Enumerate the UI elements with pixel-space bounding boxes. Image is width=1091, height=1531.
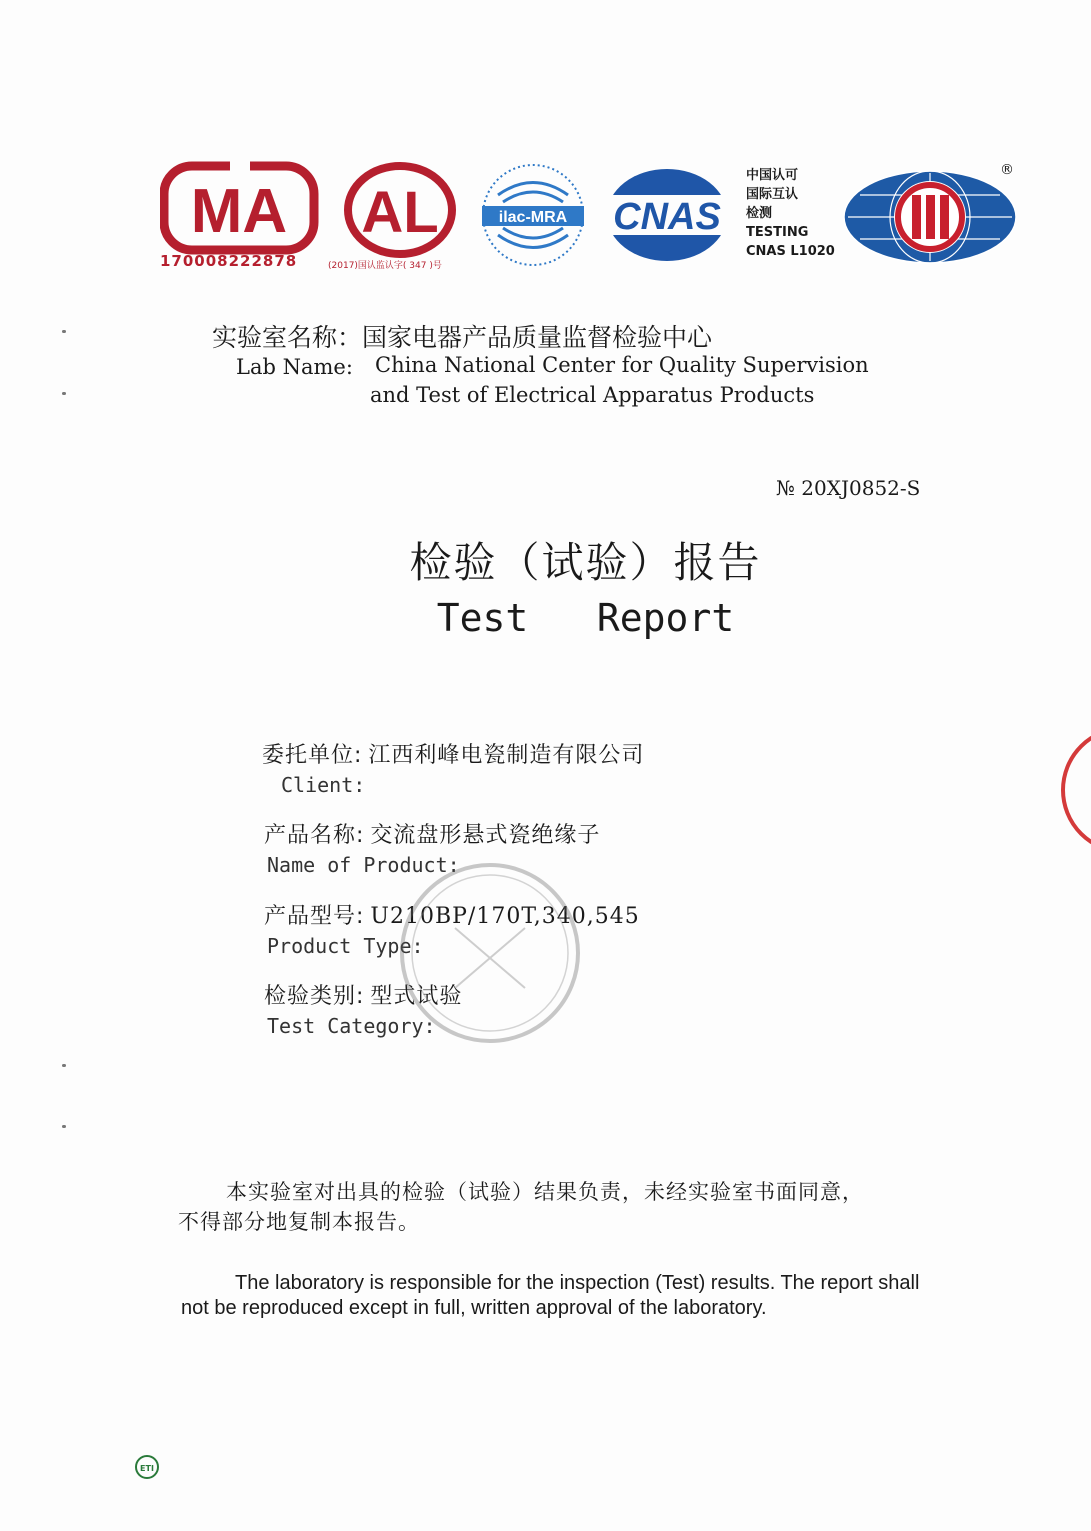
globe-certification-logo: [840, 165, 1030, 270]
lab-name-cn: 实验室名称：国家电器产品质量监督检验中心: [212, 323, 713, 352]
lab-name-en-line1: China National Center for Quality Supervision: [375, 353, 869, 377]
client-row: [262, 738, 644, 769]
scan-speck: [62, 1064, 66, 1067]
scan-speck: [62, 1125, 66, 1128]
cnas-line: CNAS L1020: [746, 244, 835, 259]
ilac-mra-logo: [478, 160, 588, 270]
category-label-cn: 检验类别:: [264, 984, 365, 1009]
product-label-cn: 产品名称:: [264, 823, 365, 848]
disclaimer-cn-line2: 不得部分地复制本报告。: [178, 1210, 420, 1234]
cnas-logo: [602, 165, 732, 265]
cal-registration-number: (2017)国认监认字( 347 )号: [328, 261, 442, 271]
type-value: U210BP/170T,340,545: [370, 904, 640, 929]
product-value: 交流盘形悬式瓷绝缘子: [370, 823, 601, 848]
product-label-en: Name of Product:: [267, 853, 460, 877]
cnas-line: TESTING: [746, 225, 809, 240]
cma-registration-number: 170008222878: [160, 252, 298, 270]
registered-mark: ®: [1000, 162, 1014, 178]
cma-logo-text: MA: [190, 177, 288, 246]
cal-logo: [340, 160, 460, 270]
scan-speck: [62, 330, 66, 333]
official-seal-stamp: [395, 858, 585, 1048]
lab-name-en-label: Lab Name:: [236, 355, 353, 379]
footer-eti-icon: [134, 1454, 160, 1480]
type-label-en: Product Type:: [267, 934, 424, 958]
category-value: 型式试验: [370, 984, 463, 1009]
cnas-line: 中国认可: [746, 168, 799, 183]
report-title-cn: 检验（试验）报告: [409, 538, 762, 587]
red-seal-fragment: [1055, 720, 1091, 860]
lab-name-en-line2: and Test of Electrical Apparatus Products: [370, 383, 815, 407]
disclaimer-en-line1: The laboratory is responsible for the inspection (Test) results. The report shall: [235, 1272, 920, 1294]
footer-mark-text: ETI: [140, 1464, 154, 1473]
scan-speck: [62, 392, 66, 395]
client-label-en: Client:: [281, 773, 366, 797]
cnas-line: 检测: [746, 206, 773, 221]
category-label-en: Test Category:: [267, 1014, 436, 1038]
cnas-line: 国际互认: [746, 187, 799, 202]
cnas-logo-text: CNAS: [613, 196, 721, 238]
type-label-cn: 产品型号:: [264, 904, 365, 929]
ilac-logo-text: ilac-MRA: [498, 209, 568, 226]
client-value: 江西利峰电瓷制造有限公司: [368, 743, 645, 768]
report-title-en: [0, 596, 1091, 640]
report-number: № 20XJ0852-S: [776, 476, 921, 500]
disclaimer-cn-line1: 本实验室对出具的检验（试验）结果负责，未经实验室书面同意，: [226, 1180, 864, 1204]
disclaimer-en-line2: not be reproduced except in full, written approval of the laboratory.: [181, 1297, 767, 1319]
report-title-en-text: Test Report: [436, 596, 735, 640]
cal-logo-text: AL: [361, 180, 439, 245]
client-label-cn: 委托单位:: [262, 743, 363, 768]
product-row: [264, 818, 600, 849]
